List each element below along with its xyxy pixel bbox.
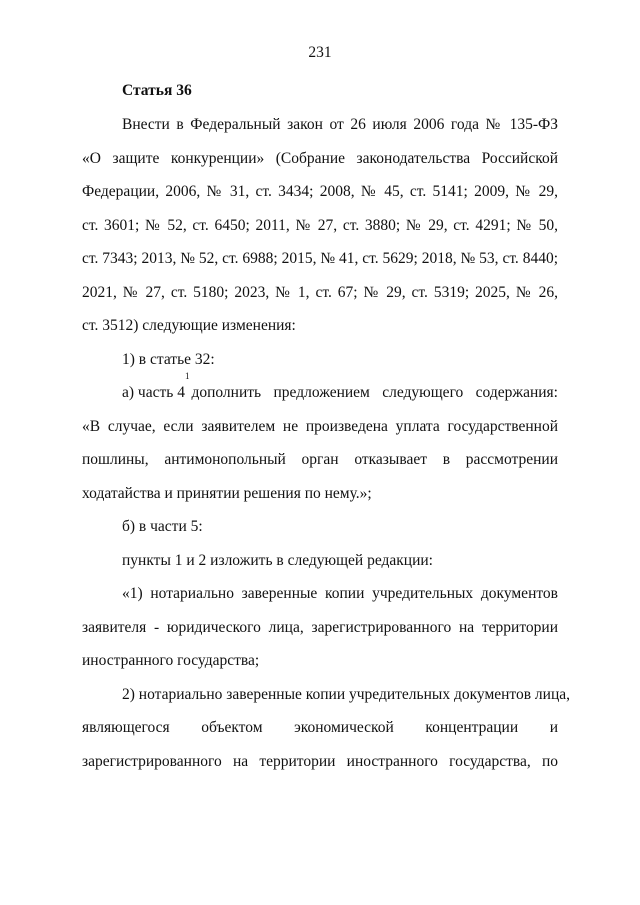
article-body xyxy=(82,108,571,778)
text-line: «О защите конкуренции» (Собрание законодательства Российской xyxy=(82,149,558,167)
text-line: ст. 3601; № 52, ст. 6450; 2011, № 27, ст. 3880; № 29, ст. 4291; № 50, xyxy=(82,216,558,234)
text-line: 2021, № 27, ст. 5180; 2023, № 1, ст. 67; № 29, ст. 5319; 2025, № 26, xyxy=(82,283,558,301)
text-line: являющегося объектом экономической концентрации и xyxy=(82,719,558,736)
text-line: заявителя - юридического лица, зарегистрированного на территории xyxy=(82,618,558,636)
page-number: 231 xyxy=(308,44,332,61)
text-line: пункты 1 и 2 изложить в следующей редакции: xyxy=(122,551,433,569)
text-line: ст. 7343; 2013, № 52, ст. 6988; 2015, № 41, ст. 5629; 2018, № 53, ст. 8440; xyxy=(82,250,558,267)
text-line: б) в части 5: xyxy=(122,518,203,535)
text-line: ст. 3512) следующие изменения: xyxy=(82,317,296,334)
superscript: 1 xyxy=(184,371,190,381)
text-line: 2) нотариально заверенные копии учредительных документов лица, xyxy=(122,685,571,703)
article-title: Статья 36 xyxy=(122,82,192,99)
text-line: 1) в статье 32: xyxy=(122,350,215,368)
text-line: иностранного государства; xyxy=(82,652,260,669)
text-line: пошлины, антимонопольный орган отказывает в рассмотрении xyxy=(82,451,558,468)
text-line: «В случае, если заявителем не произведена уплата государственной xyxy=(82,417,558,435)
text-line: Внести в Федеральный закон от 26 июля 2006 года № 135-ФЗ xyxy=(122,116,558,133)
text-line: зарегистрированного на территории иностранного государства, по xyxy=(82,752,558,770)
text-line: Федерации, 2006, № 31, ст. 3434; 2008, № 45, ст. 5141; 2009, № 29, xyxy=(82,183,558,200)
text-line: «1) нотариально заверенные копии учредительных документов xyxy=(122,585,558,602)
text-fragment: дополнить предложением следующего содержания: xyxy=(191,384,558,401)
text-line: ходатайства и принятии решения по нему.»; xyxy=(82,484,372,502)
text-fragment: а) часть 4 xyxy=(122,384,185,401)
text-line xyxy=(82,371,558,410)
